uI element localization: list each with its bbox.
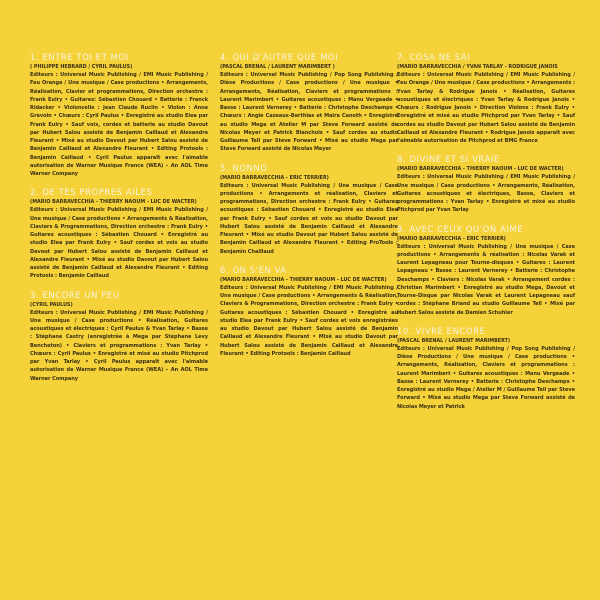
song-title: 1. ENTRE TOI ET MOI (30, 52, 129, 62)
song-authors: (MARIO BARRAVECCHIA - THIERRY NAOUM - LUC DE WACTER) (220, 276, 387, 283)
song-credit-2 (30, 187, 208, 280)
song-credit-4 (220, 52, 398, 154)
song-credits-text: Editeurs : Universal Music Publishing / Une musique / Case productions • Arrangements & réalisation : Nicolas Varak et Laurent Lepagneau pour Tourne-disques • Guitares : Laurent Lepagneau • Basse : Laurent Vernerey • Batterie : Christophe Deschamps • Claviers : Nicolas Varak • Arrangement cordes : Christian Marimbert • Enregistré au studio Mega, Davout et Tourne-Disque par Nicolas Varak et Laurent Lepagneau sauf cordes : Stéphane Briand au studio Guillaume Tell • Mixé par Hubert Salou assisté de Damien Schuhler (397, 243, 575, 316)
credits-column-right (397, 52, 575, 420)
song-title: 7. COSA NE SAI (397, 52, 471, 62)
song-title: 8. DIVINE ET SI VRAIE (397, 154, 500, 165)
song-credits-text: Editeurs : Universal Music Publishing / EMI Music Publishing / Une musique / Case productions • Réalisation, Guitares acoustiques et électriques : Cyril Paulus & Yvan Tarlay • Basse : Stéphane Castry (enregistrée à Mega par Stéphane Levy Bencheton) • Claviers et programmations : Yvan Tarlay • Chœurs : Cyril Paulus • Enregistré et mixé au studio Pitchprod par Yvan Tarlay • Cyril Paulus apparaît avec l'aimable autorisation de Warner Musique France (WEA) – An AOL Time Warner Company (30, 309, 208, 382)
credits-column-left (30, 52, 208, 392)
song-credit-7 (397, 52, 575, 145)
song-title: 5. NONNO (220, 162, 268, 173)
song-authors: (CYRIL PAULUS) (30, 301, 73, 308)
song-authors: (MARIO BARRAVECCHIA / YVAN TARLAY - RODRIGUE JANOIS (397, 64, 558, 70)
song-credits-text: Editeurs : Universal Music Publishing / EMI Music Publishing / Feu Orange / Une musique / Case productions • Arrangements : Yvan Tarlay & Rodrigue Janois • Réalisation, Guitares acoustiques et électriques : Yvan Tarlay & Rodrigue Janois • Chœurs : Rodrigue Janois • Direction Violons : Frank Eulry • Enregistré et mixé au studio Pitchprod par Yvan Tarlay • Sauf cordes au studio Davout par Hubert Salou assisté de Benjamin Caillaud et Alexandre Fleurant • Rodrigue Janois apparaît avec l'aimable autorisation de Pitchprod et BMG France (397, 72, 575, 144)
song-authors: (MARIO BARRAVECCHIA - THIERRY NAOUM - LUC DE WACTER) (397, 166, 564, 173)
song-title: 4. QUI D'AUTRE QUE MOI (220, 52, 339, 62)
song-credit-9 (397, 224, 575, 317)
song-authors: (PASCAL BRENAL / LAURENT MARIMBERT ) (220, 64, 335, 70)
song-credits-text: Editeurs : Universal Music Publishing / Une musique / Case productions • Arrangements et réalisation, Claviers et programmations, Direction orchestre : Frank Eulry • Guitares acoustiques : Sébastien Chouard • Enregistré au studio Elea par Frank Eulry • Sauf cordes et voix au studio Davout par Hubert Salou assisté de Benjamin Caillaud et Alexandre Fleurant • Mixé au studio Davout par Hubert Salou assisté de Benjamin Caillaud et Alexandre Fleurant • Editing ProTools : Benjamin Chaillaud (220, 182, 398, 255)
song-authors: (MARIO BARRAVECCHIA - THIERRY NAOUM - LUC DE WACTER) (30, 199, 197, 206)
song-credits-text: Editeurs : Universal Music Publishing / EMI Music Publishing / Feu Orange / Une musique / Case productions • Arrangements, Réalisation, Clavier et programmations, Direction orchestre : Frank Eulry • Guitares: Sébastien Chouard • Batterie : Franck Ridacker • Violoncelle : Jean Claude Ruclin • Violon : Anne Gravoin • Chœurs : Cyril Paulus • Enregistré au studio Elea par Frank Eulry • Sauf voix, cordes et batterie au studio Davout par Hubert Salou assisté de Benjamin Caillaud et Alexandre Fleurant • Mixé au studio Davout par Hubert Salou assisté de Benjamin Caillaud et Alexandre Fleurant • Editing Protools : Benjamin Caillaud • Cyril Paulus apparaît avec l'aimable autorisation de Warner Musique France (WEA) – An AOL Time Warner Company (30, 72, 208, 177)
song-title: 9. AVEC CEUX QU'ON AIME (397, 223, 524, 234)
song-credit-8 (397, 154, 575, 214)
song-title: 3. ENCORE UN PEU (30, 289, 120, 300)
song-authors: (MARIO BARRAVECCHIA - ERIC TERRIER) (397, 235, 506, 242)
song-credit-5 (220, 163, 398, 256)
song-credit-6 (220, 265, 398, 358)
credits-column-middle (220, 52, 398, 367)
song-authors: (MARIO BARRAVECCHIA - ERIC TERRIER) (220, 174, 329, 181)
song-title: 2. DE TES PROPRES AILES (30, 187, 153, 198)
song-title: 10. VIVRE ENCORE (397, 325, 486, 336)
song-credits-text: Editeurs : Universal Music Publishing / EMI Music Publishing / Une musique / Case productions • Arrangements & Réalisation, Claviers & Programmations, Direction orchestre : Frank Eulry • Guitares acoustiques : Sébastien Chouard • Enregistré au studio Elea par Frank Eulry • Sauf cordes et voix au studio Davout par Hubert Salou assisté de Benjamin Caillaud et Alexandre Fleurant • Mixé au studio Davout par Hubert Salou assisté de Benjamin Caillaud et Alexandre Fleurant • Editing Protools : Benjamin Caillaud (30, 207, 208, 280)
song-authors: ( PHILIPPE HEBRARD / CYRIL PAULUS) (30, 64, 133, 70)
song-authors: (PASCAL BRENAL / LAURENT MARIMBERT) (397, 337, 511, 344)
song-credits-text: Editeurs : Universal Music Publishing / Pop Song Publishing / Dièse Productions / Une musique / Case productions • Arrangements, Réalisation, Claviers et programmations : Laurent Marimbert • Guitares acoustiques : Manu Vergeade • Basse : Laurent Vernerey • Batterie : Christophe Deschamps • Enregistré au studio Mega / Atelier M / Guillaume Tell par Steve Forward • Mixé au studio Mega par Steve Forward assisté de Nicolas Meyer et Patrick (397, 345, 575, 410)
song-credit-10 (397, 326, 575, 411)
song-credit-1 (30, 52, 208, 178)
song-title: 6. ON S'EN VA (220, 264, 287, 275)
song-credits-text: Editeurs : Universal Music Publishing / EMI Music Publishing / Une musique / Case productions • Arrangements, Réalisation, Guitares acoustiques et électriques, Basse, Claviers et programmations : Yvan Tarlay • Enregistré et mixé au studio Pitchprod par Yvan Tarlay (397, 174, 575, 214)
song-credit-3 (30, 290, 208, 383)
song-credits-text: Editeurs : Universal Music Publishing / EMI Music Publishing / Une musique / Case productions • Arrangements & Réalisation, Claviers & Programmations, Direction orchestre : Frank Eulry • Guitares acoustiques : Sébastien Chouard • Enregistré au studio Elea par Frank Eulry • Sauf cordes et voix enregistrées au studio Davout par Hubert Salou assisté de Benjamin Caillaud et Alexandre Fleurant • Mixé au studio Davout par Hubert Salou assisté de Benjamin Caillaud et Alexandre Fleurant • Editing Protools : Benjamin Caillaud (220, 284, 398, 357)
song-credits-text: Editeurs : Universal Music Publishing / Pop Song Publishing / Dièse Productions / Case productions / Une musique • Arrangements, Réalisation, Claviers et programmations : Laurent Marimbert • Guitares acoustiques : Manu Vergeade • Basse : Laurent Vernerey • Batterie : Christophe Deschamps • Chœurs : Angie Cazeaux-Berthias et Maïra Canoth • Enregistré au studio Mega et Atelier M par Steve Forward assisté de Nicolas Meyer et Patrick Blanchois • Sauf cordes au studio Guillaume Tell par Steve Forward • Mixé au studio Mega par Steve Forward assisté de Nicolas Meyer (220, 72, 398, 153)
